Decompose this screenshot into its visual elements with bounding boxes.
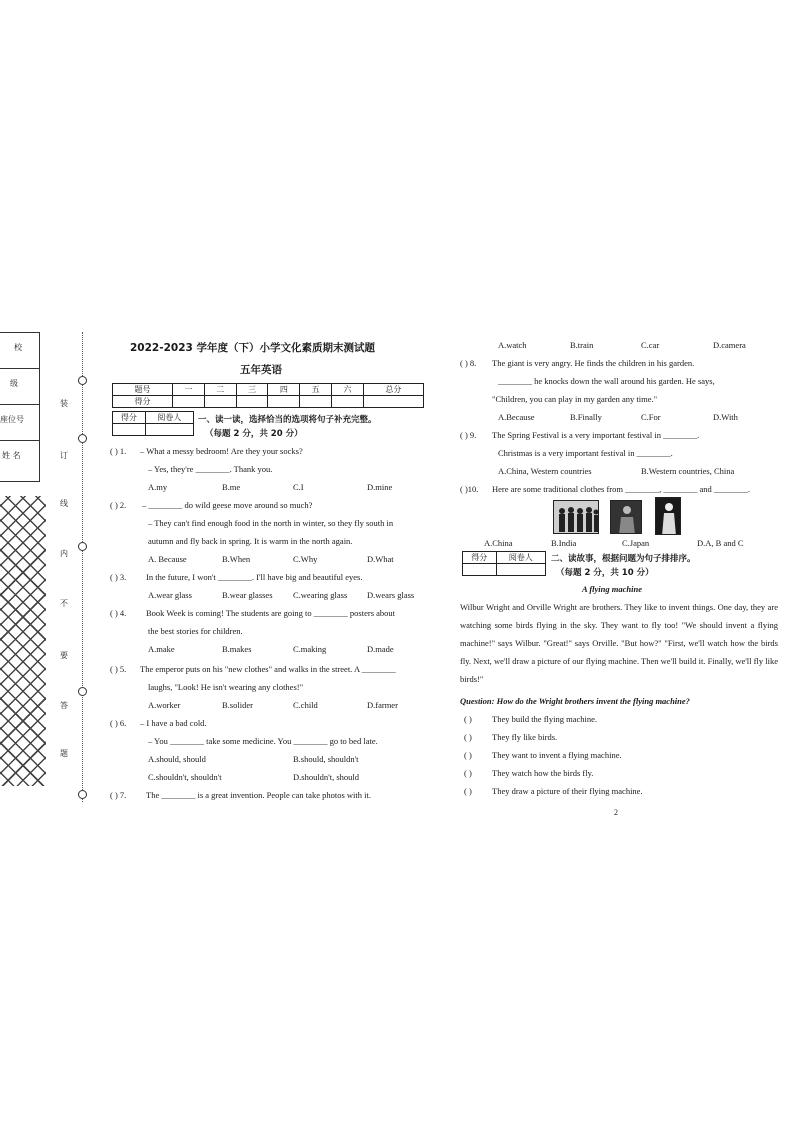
binding-hole [78,542,87,551]
binding-char: 内 [60,549,68,558]
score-table [112,383,424,408]
question-text: laughs, "Look! He isn't wearing any clothes!" [148,682,304,692]
score-table-row-label: 得分 [113,396,173,408]
question-number: ( ) 2. [110,500,127,510]
question-number: ( ) 9. [460,430,477,440]
score-table-header: 三 [236,384,268,396]
order-item: They draw a picture of their flying machine. [492,786,643,796]
binding-label-name: 姓 名 [2,451,21,460]
binding-hatch-pattern [0,496,46,786]
option[interactable]: D.made [367,644,394,654]
option[interactable]: B.Western countries, China [641,466,735,476]
question-number: ( ) 7. [110,790,127,800]
option[interactable]: D.wears glass [367,590,415,600]
binding-char: 不 [60,599,68,608]
question-text: The Spring Festival is a very important festival in ________. [492,430,700,440]
grader-label: 阅卷人 [496,552,545,564]
binding-hole [78,376,87,385]
question-text: Here are some traditional clothes from ________, ________ and ________. [492,484,751,494]
option[interactable]: B.me [222,482,241,492]
binding-divider [0,440,40,441]
order-paren[interactable]: ( ) [464,768,472,778]
option[interactable]: B.should, shouldn't [293,754,359,764]
score-cell[interactable] [173,396,205,408]
option[interactable]: D.camera [713,340,746,350]
binding-char: 线 [60,499,68,508]
option[interactable]: A.make [148,644,175,654]
option[interactable]: D.farmer [367,700,398,710]
option[interactable]: C.child [293,700,318,710]
grader-name-cell[interactable] [145,424,193,436]
question-text: Christmas is a very important festival in ________. [498,448,673,458]
score-cell[interactable] [332,396,364,408]
clothes-image-india [610,500,642,534]
section1-heading: 一、读一读，选择恰当的选项将句子补充完整。 [198,415,377,425]
option[interactable]: C.car [641,340,660,350]
option[interactable]: C.I [293,482,304,492]
question-text: – What a messy bedroom! Are they your socks? [140,446,303,456]
option[interactable]: A. Because [148,554,187,564]
question-text: – Yes, they're ________. Thank you. [148,464,273,474]
score-table-header: 四 [268,384,300,396]
option[interactable]: C.making [293,644,327,654]
option[interactable]: B.When [222,554,251,564]
option[interactable]: A.watch [498,340,527,350]
kimono-person-icon [656,498,681,535]
binding-hole [78,790,87,799]
score-table-header: 题号 [113,384,173,396]
question-text: The ________ is a great invention. People can take photos with it. [146,790,371,800]
question-number: ( ) 3. [110,572,127,582]
grader-box-1 [112,411,194,436]
score-cell[interactable] [204,396,236,408]
score-table-header: 二 [204,384,236,396]
order-item: They fly like birds. [492,732,558,742]
binding-dotted-line [82,332,83,802]
option[interactable]: D.A, B and C [697,538,744,548]
binding-hole [78,687,87,696]
exam-title: 2022-2023 学年度（下）小学文化素质期末测试题 [130,342,375,354]
binding-char: 答 [60,701,68,710]
exam-subject: 五年英语 [240,364,282,376]
question-text: In the future, I won't ________. I'll have big and beautiful eyes. [146,572,363,582]
question-text: the best stories for children. [148,626,243,636]
order-paren[interactable]: ( ) [464,732,472,742]
story-text: Wilbur Wright and Orville Wright are brothers. They like to invent things. One day, they are watching some birds flying in the sky. They want to fly too! "We should invent a flying machine!" says Wilbur. "Great!" says Orville. "But how?" "First, we'll watch how the birds fly. Next, we'll draw a picture of our flying machine. Then we'll build it. Finally, we'll fly like birds!" [460,602,778,684]
grader-score-cell[interactable] [113,424,146,436]
question-text: "Children, you can play in my garden any time." [492,394,658,404]
score-table-header: 六 [332,384,364,396]
order-item: They watch how the birds fly. [492,768,594,778]
order-paren[interactable]: ( ) [464,714,472,724]
question-number: ( ) 1. [110,446,127,456]
question-number: ( )10. [460,484,479,494]
option[interactable]: D.With [713,412,738,422]
question-text: ________ he knocks down the wall around his garden. He says, [498,376,715,386]
clothes-image-china [553,500,599,534]
page-number: 2 [614,808,618,817]
binding-divider [0,368,40,369]
score-table-header: 五 [300,384,332,396]
option[interactable]: C.For [641,412,661,422]
clothes-image-japan [655,497,681,535]
score-cell[interactable] [236,396,268,408]
question-text: – ________ do wild geese move around so much? [142,500,313,510]
question-number: ( ) 6. [110,718,127,728]
grader-label: 阅卷人 [145,412,193,424]
option[interactable]: B.makes [222,644,252,654]
score-cell[interactable] [268,396,300,408]
option[interactable]: B.train [570,340,594,350]
binding-char: 订 [60,451,68,460]
people-group-icon [554,501,599,534]
question-text: – You ________ take some medicine. You ________ go to bed late. [148,736,378,746]
option[interactable]: A.wear glass [148,590,192,600]
option[interactable]: B.solider [222,700,253,710]
score-cell[interactable] [363,396,423,408]
option[interactable]: D.shouldn't, should [293,772,359,782]
binding-char: 题 [60,749,68,758]
person-icon [611,501,642,534]
option[interactable]: C.shouldn't, shouldn't [148,772,222,782]
order-paren[interactable]: ( ) [464,786,472,796]
score-table-header: 一 [173,384,205,396]
order-item: They want to invent a flying machine. [492,750,622,760]
option[interactable]: C.Japan [622,538,650,548]
option[interactable]: B.India [551,538,577,548]
grader-score-label: 得分 [113,412,146,424]
option[interactable]: A.worker [148,700,181,710]
option[interactable]: B.wear glasses [222,590,273,600]
binding-char: 要 [60,651,68,660]
option[interactable]: A.China [484,538,513,548]
binding-char: 装 [60,399,68,408]
binding-label-seat: 座位号 [0,415,24,424]
section1-points: （每题 2 分，共 20 分） [205,429,303,439]
option[interactable]: C.Why [293,554,318,564]
question-number: ( ) 4. [110,608,127,618]
grader-score-cell[interactable] [463,564,497,576]
binding-label-class: 级 [10,379,18,388]
grader-name-cell[interactable] [496,564,545,576]
question-text: – I have a bad cold. [140,718,207,728]
option[interactable]: A.Because [498,412,535,422]
binding-hole [78,434,87,443]
option[interactable]: A.China, Western countries [498,466,592,476]
binding-label-school: 校 [14,343,22,352]
question-number: ( ) 8. [460,358,477,368]
score-table-header: 总分 [363,384,423,396]
option[interactable]: D.mine [367,482,393,492]
score-cell[interactable] [300,396,332,408]
grader-box-2 [462,551,546,576]
grader-score-label: 得分 [463,552,497,564]
order-item: They build the flying machine. [492,714,598,724]
binding-divider [0,404,40,405]
question-text: The emperor puts on his "new clothes" and walks in the street. A ________ [140,664,396,674]
story-title: A flying machine [582,584,642,594]
question-text: – They can't find enough food in the north in winter, so they fly south in [148,518,394,528]
question-text: The giant is very angry. He finds the children in his garden. [492,358,695,368]
option[interactable]: B.Finally [570,412,602,422]
option[interactable]: A.my [148,482,168,492]
question-text: Book Week is coming! The students are going to ________ posters about [146,608,396,618]
option[interactable]: A.should, should [148,754,206,764]
option[interactable]: C.wearing glass [293,590,348,600]
section2-heading: 二、读故事，根据问题为句子排排序。 [551,554,696,564]
option[interactable]: D.What [367,554,394,564]
question-text: autumn and fly back in spring. It is warm in the north again. [148,536,353,546]
section2-points: （每题 2 分，共 10 分） [556,568,654,578]
story-question: Question: How do the Wright brothers invent the flying machine? [460,696,690,706]
question-number: ( ) 5. [110,664,127,674]
order-paren[interactable]: ( ) [464,750,472,760]
